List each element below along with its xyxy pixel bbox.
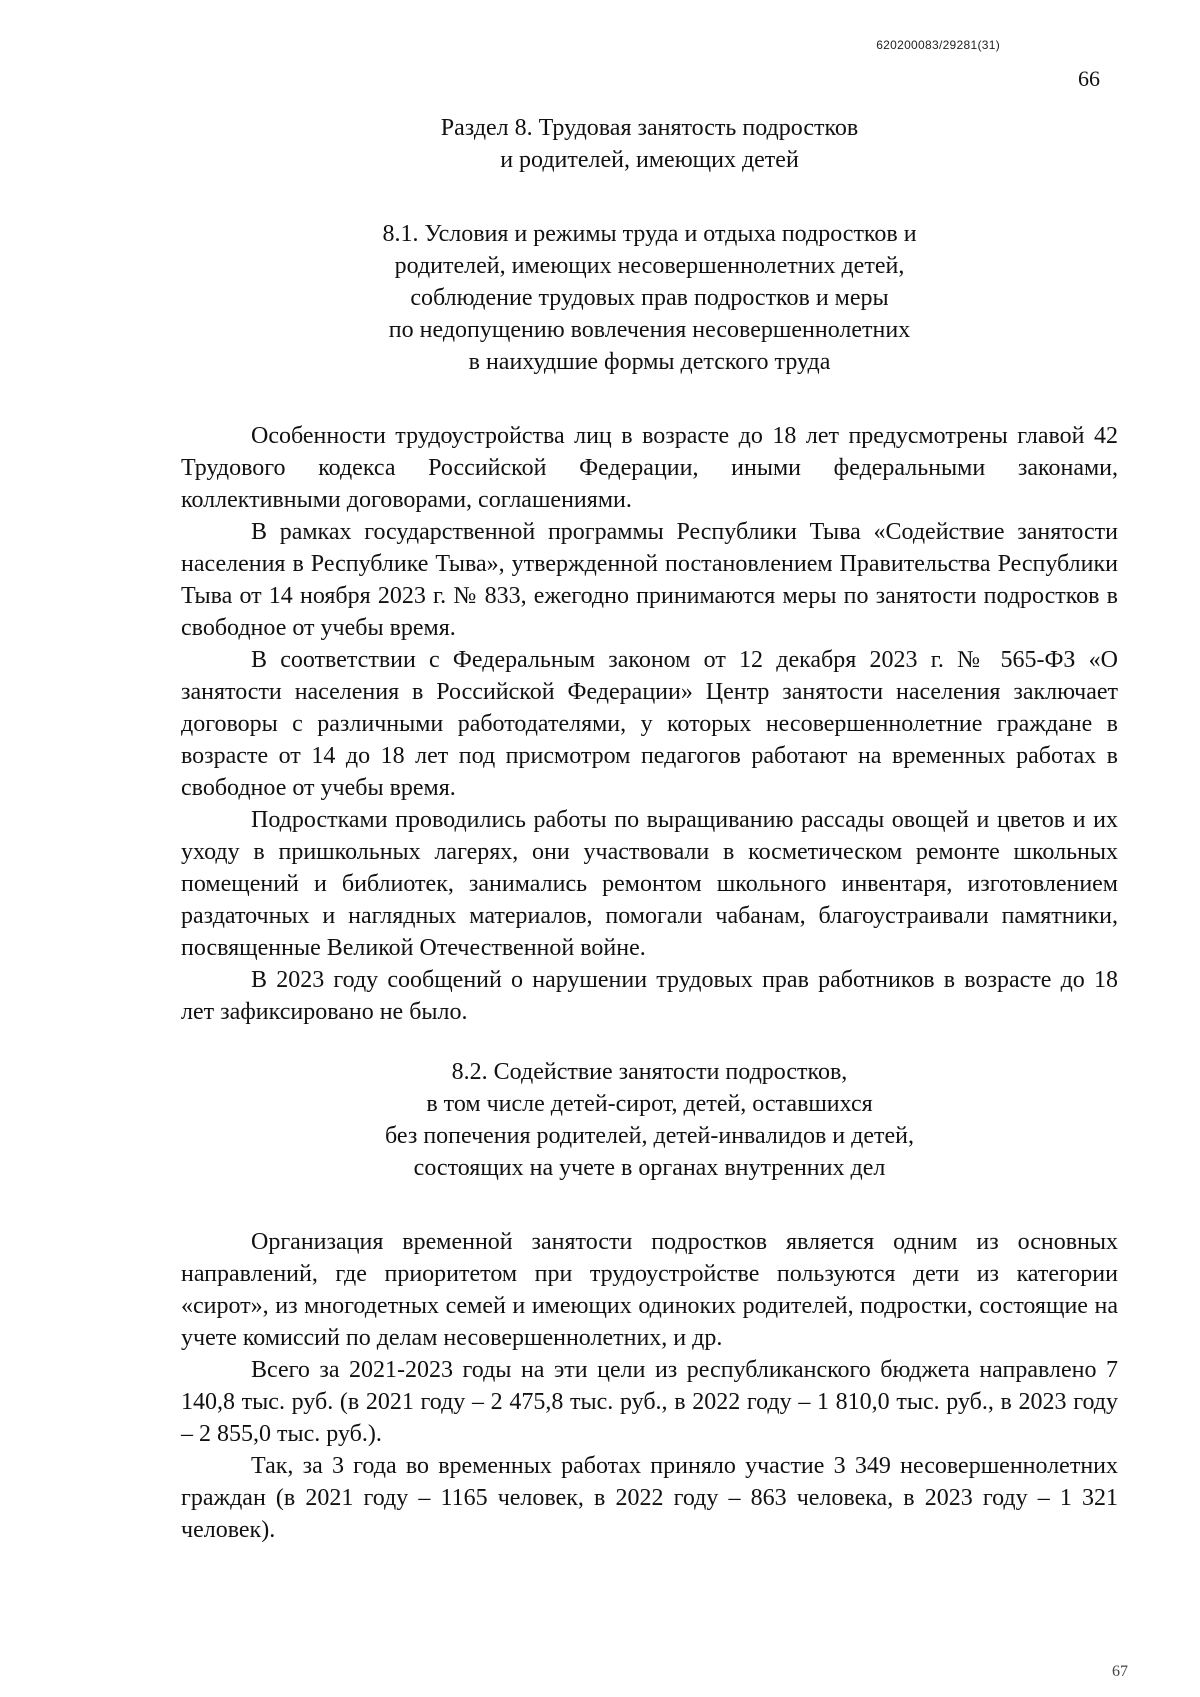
subsection-1-title: [181, 218, 1118, 378]
paragraph: В рамках государственной программы Республики Тыва «Содействие занятости населения в Республике Тыва», утвержденной постановлением Правительства Республики Тыва от 14 ноября 2023 г. № 833, ежегодно принимаются меры по занятости подростков в свободное от учебы время.: [181, 519, 1118, 641]
subsection-title-line: без попечения родителей, детей-инвалидов и детей,: [385, 1123, 914, 1149]
section-title-line: и родителей, имеющих детей: [500, 147, 799, 173]
subsection-title-line: родителей, имеющих несовершеннолетних детей,: [394, 253, 905, 279]
paragraph: В соответствии с Федеральным законом от 12 декабря 2023 г. № 565-ФЗ «О занятости населения в Российской Федерации» Центр занятости населения заключает договоры с различными работодателями, у которых несовершеннолетние граждане в возрасте от 14 до 18 лет под присмотром педагогов работают на временных работах в свободное от учебы время.: [181, 647, 1118, 801]
paragraph: Так, за 3 года во временных работах приняло участие 3 349 несовершеннолетних граждан (в 2021 году – 1165 человек, в 2022 году – 863 человека, в 2023 году – 1 321 человек).: [181, 1453, 1118, 1543]
section-title: [181, 112, 1118, 176]
subsection-2-body: [181, 1226, 1118, 1546]
document-body: [181, 112, 1118, 1546]
paragraph: Организация временной занятости подростков является одним из основных направлений, где приоритетом при трудоустройстве пользуются дети из категории «сирот», из многодетных семей и имеющих одиноких родителей, подростки, состоящие на учете комиссий по делам несовершеннолетних, и др.: [181, 1229, 1118, 1351]
subsection-title-line: соблюдение трудовых прав подростков и меры: [410, 285, 889, 311]
subsection-title-line: 8.1. Условия и режимы труда и отдыха подростков и: [382, 221, 917, 247]
paragraph: Всего за 2021-2023 годы на эти цели из республиканского бюджета направлено 7 140,8 тыс. руб. (в 2021 году – 2 475,8 тыс. руб., в 2022 году – 1 810,0 тыс. руб., в 2023 году – 2 855,0 тыс. руб.).: [181, 1357, 1118, 1447]
subsection-title-line: в наихудшие формы детского труда: [468, 349, 831, 375]
page-number: 66: [1078, 66, 1100, 91]
subsection-title-line: в том числе детей-сирот, детей, оставшихся: [426, 1091, 873, 1117]
corner-mark: 67: [1112, 1663, 1128, 1680]
paragraph: В 2023 году сообщений о нарушении трудовых прав работников в возрасте до 18 лет зафиксировано не было.: [181, 967, 1118, 1025]
paragraph: Особенности трудоустройства лиц в возрасте до 18 лет предусмотрены главой 42 Трудового кодекса Российской Федерации, иными федеральными законами, коллективными договорами, соглашениями.: [181, 423, 1118, 513]
subsection-title-line: по недопущению вовлечения несовершеннолетних: [388, 317, 911, 343]
section-title-line: Раздел 8. Трудовая занятость подростков: [440, 115, 859, 141]
subsection-2-title: [181, 1056, 1118, 1184]
paragraph: Подростками проводились работы по выращиванию рассады овощей и цветов и их уходу в пришкольных лагерях, они участвовали в косметическом ремонте школьных помещений и библиотек, занимались ремонтом школьного инвентаря, изготовлением раздаточных и наглядных материалов, помогали чабанам, благоустраивали памятники, посвященные Великой Отечественной войне.: [181, 807, 1118, 961]
subsection-title-line: 8.2. Содействие занятости подростков,: [451, 1059, 848, 1085]
document-id: 620200083/29281(31): [876, 38, 1000, 52]
subsection-1-body: [181, 420, 1118, 1028]
subsection-title-line: состоящих на учете в органах внутренних дел: [413, 1155, 886, 1181]
